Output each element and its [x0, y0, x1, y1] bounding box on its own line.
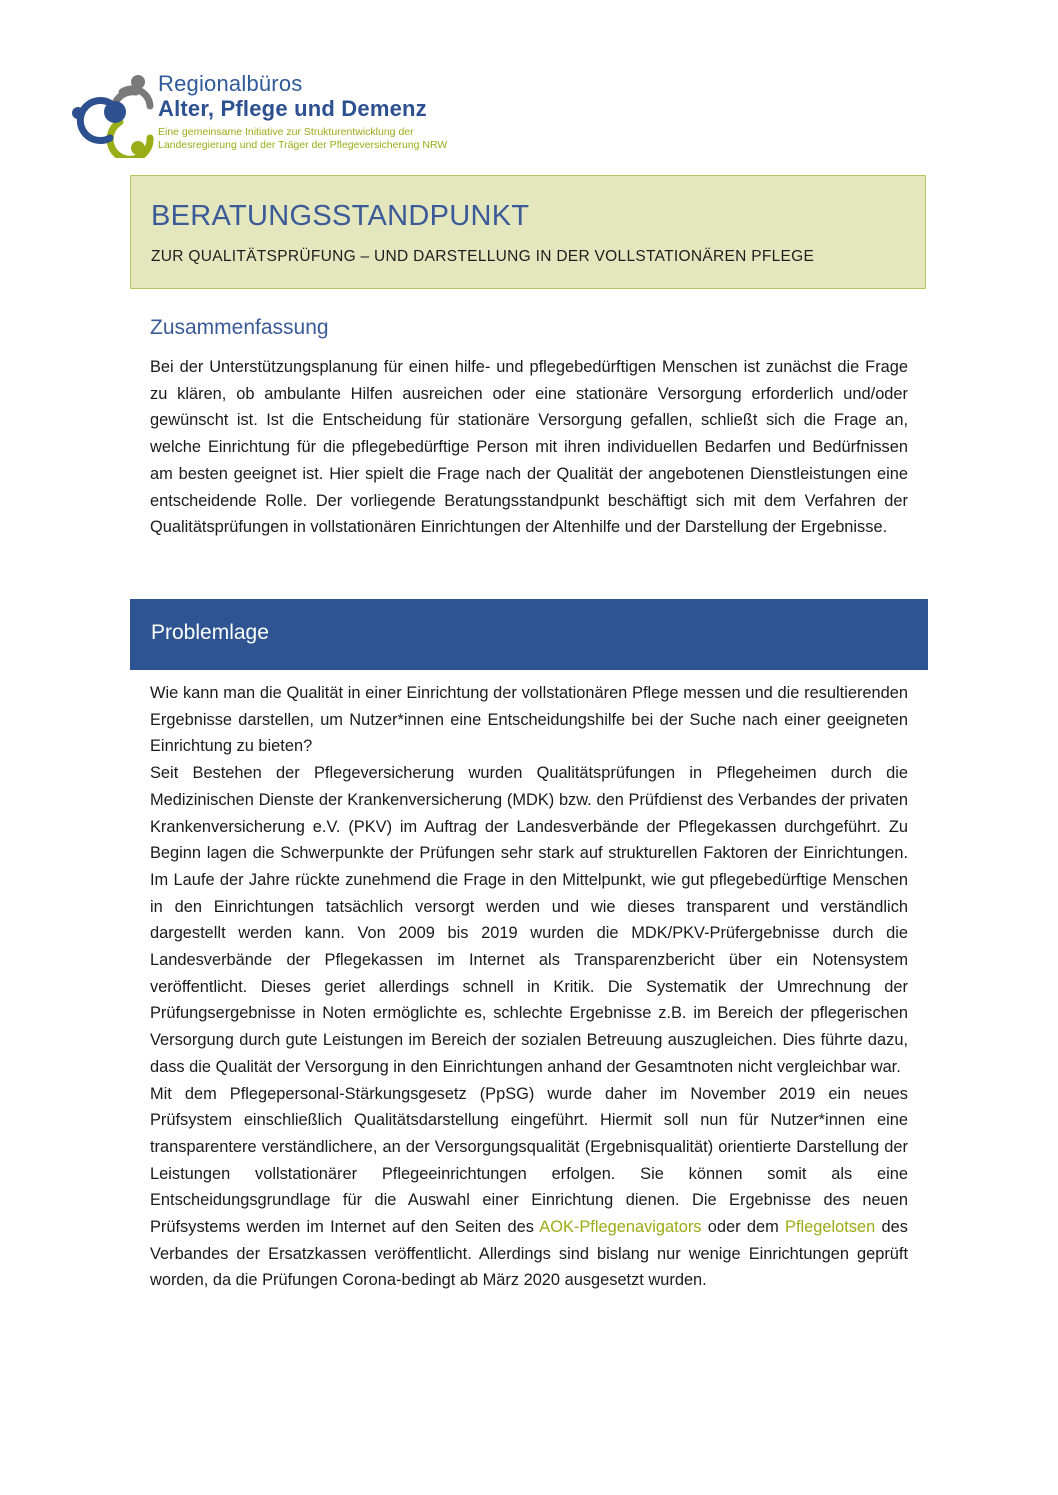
- document-title: BERATUNGSSTANDPUNKT: [151, 200, 530, 232]
- problem-paragraph-2: Seit Bestehen der Pflegeversicherung wurden Qualitätsprüfungen in Pflegeheimen durch die Medizinischen Dienste der Krankenversicherung (MDK) bzw. den Prüfdienst des Verbandes der privaten Krankenversicherung e.V. (PKV) im Auftrag der Landesverbände der Pflegekassen durchgeführt. Zu Beginn lagen die Schwerpunkte der Prüfungen sehr stark auf strukturellen Faktoren der Einrichtungen. Im Laufe der Jahre rückte zunehmend die Frage in den Mittelpunkt, wie gut pflegebedürftige Menschen in den Einrichtungen tatsächlich versorgt werden und wie dieses transparent und verständlich dargestellt werden kann. Von 2009 bis 2019 wurden die MDK/PKV-Prüfergebnisse durch die Landesverbände der Pflegekassen im Internet als Transparenzbericht über ein Notensystem veröffentlicht. Dieses geriet allerdings schnell in Kritik. Die Systematik der Umrechnung der Prüfungsergebnisse in Noten ermöglichte es, schlechte Ergebnisse z.B. im Bereich der pflegerischen Versorgung durch gute Leistungen im Bereich der sozialen Betreuung auszugleichen. Dies führte dazu, dass die Qualität der Versorgung in den Einrichtungen anhand der Gesamtnoten nicht vergleichbar war.: [150, 764, 908, 1076]
- summary-text: Bei der Unterstützungsplanung für einen hilfe- und pflegebedürftigen Menschen ist zunächst die Frage zu klären, ob ambulante Hilfen ausreichen oder eine stationäre Versorgung erforderlich und/oder gewünscht ist. Ist die Entscheidung für stationäre Versorgung gefallen, schließt sich die Frage an, welche Einrichtung für die pflegebedürftige Person mit ihren individuellen Bedarfen und Bedürfnissen am besten geeignet ist. Hier spielt die Frage nach der Qualität der angebotenen Dienstleistungen eine entscheidende Rolle. Der vorliegende Beratungsstandpunkt beschäftigt sich mit dem Verfahren der Qualitätsprüfungen in vollstationären Einrichtungen der Altenhilfe und der Darstellung der Ergebnisse.: [150, 358, 908, 537]
- paragraph-text: Mit dem Pflegepersonal-Stärkungsgesetz (PpSG) wurde daher im November 2019 ein neues Prüfsystem einschließlich Qualitätsdarstellung eingeführt. Hiermit soll nun für Nutzer*innen eine transparentere verständlichere, an der Versorgungsqualität (Ergebnisqualität) orientierte Darstellung der Leistungen vollstationärer Pflegeeinrichtungen erfolgen. Sie können somit als eine Entscheidungsgrundlage für die Auswahl einer Einrichtung dienen. Die Ergebnisse des neuen Prüfsystems werden im Internet auf den Seiten des: [150, 1084, 908, 1237]
- paragraph-text: oder dem: [701, 1218, 786, 1237]
- summary-paragraph: [150, 354, 908, 541]
- problem-paragraph-3: [150, 1081, 908, 1295]
- logo-tagline-line2: Landesregierung und der Träger der Pflegeversicherung NRW: [158, 139, 448, 151]
- aok-pflegenavigator-link[interactable]: AOK-Pflegenavigators: [539, 1218, 702, 1237]
- problem-body: [150, 680, 908, 1294]
- people-circle-logo-icon: [70, 68, 160, 158]
- paragraph-text: des Verbandes der Ersatzkassen veröffentlicht. Allerdings sind bislang nur wenige Einrichtungen geprüft worden, da die Prüfungen Corona-bedingt ab März 2020 ausgesetzt wurden.: [150, 1218, 908, 1290]
- title-box: [130, 175, 926, 289]
- logo-text: [158, 72, 447, 152]
- document-subtitle: ZUR QUALITÄTSPRÜFUNG – UND DARSTELLUNG IN DER VOLLSTATIONÄREN PFLEGE: [151, 248, 815, 265]
- problem-paragraph-1: Wie kann man die Qualität in einer Einrichtung der vollstationären Pflege messen und die resultierenden Ergebnisse darstellen, um Nutzer*innen eine Entscheidungshilfe bei der Suche nach einer geeigneten Einrichtung zu bieten?: [150, 684, 908, 756]
- logo-program-name: Alter, Pflege und Demenz: [158, 96, 427, 121]
- logo-tagline-line1: Eine gemeinsame Initiative zur Strukturentwicklung der: [158, 126, 414, 138]
- problem-heading: Problemlage: [151, 621, 269, 644]
- summary-heading: Zusammenfassung: [150, 316, 329, 339]
- logo-org-name: Regionalbüros: [158, 71, 303, 96]
- problem-section-band: [130, 599, 928, 670]
- logo: [70, 68, 470, 164]
- logo-tagline: [158, 126, 447, 152]
- pflegelotse-link[interactable]: Pflegelotsen: [785, 1218, 876, 1237]
